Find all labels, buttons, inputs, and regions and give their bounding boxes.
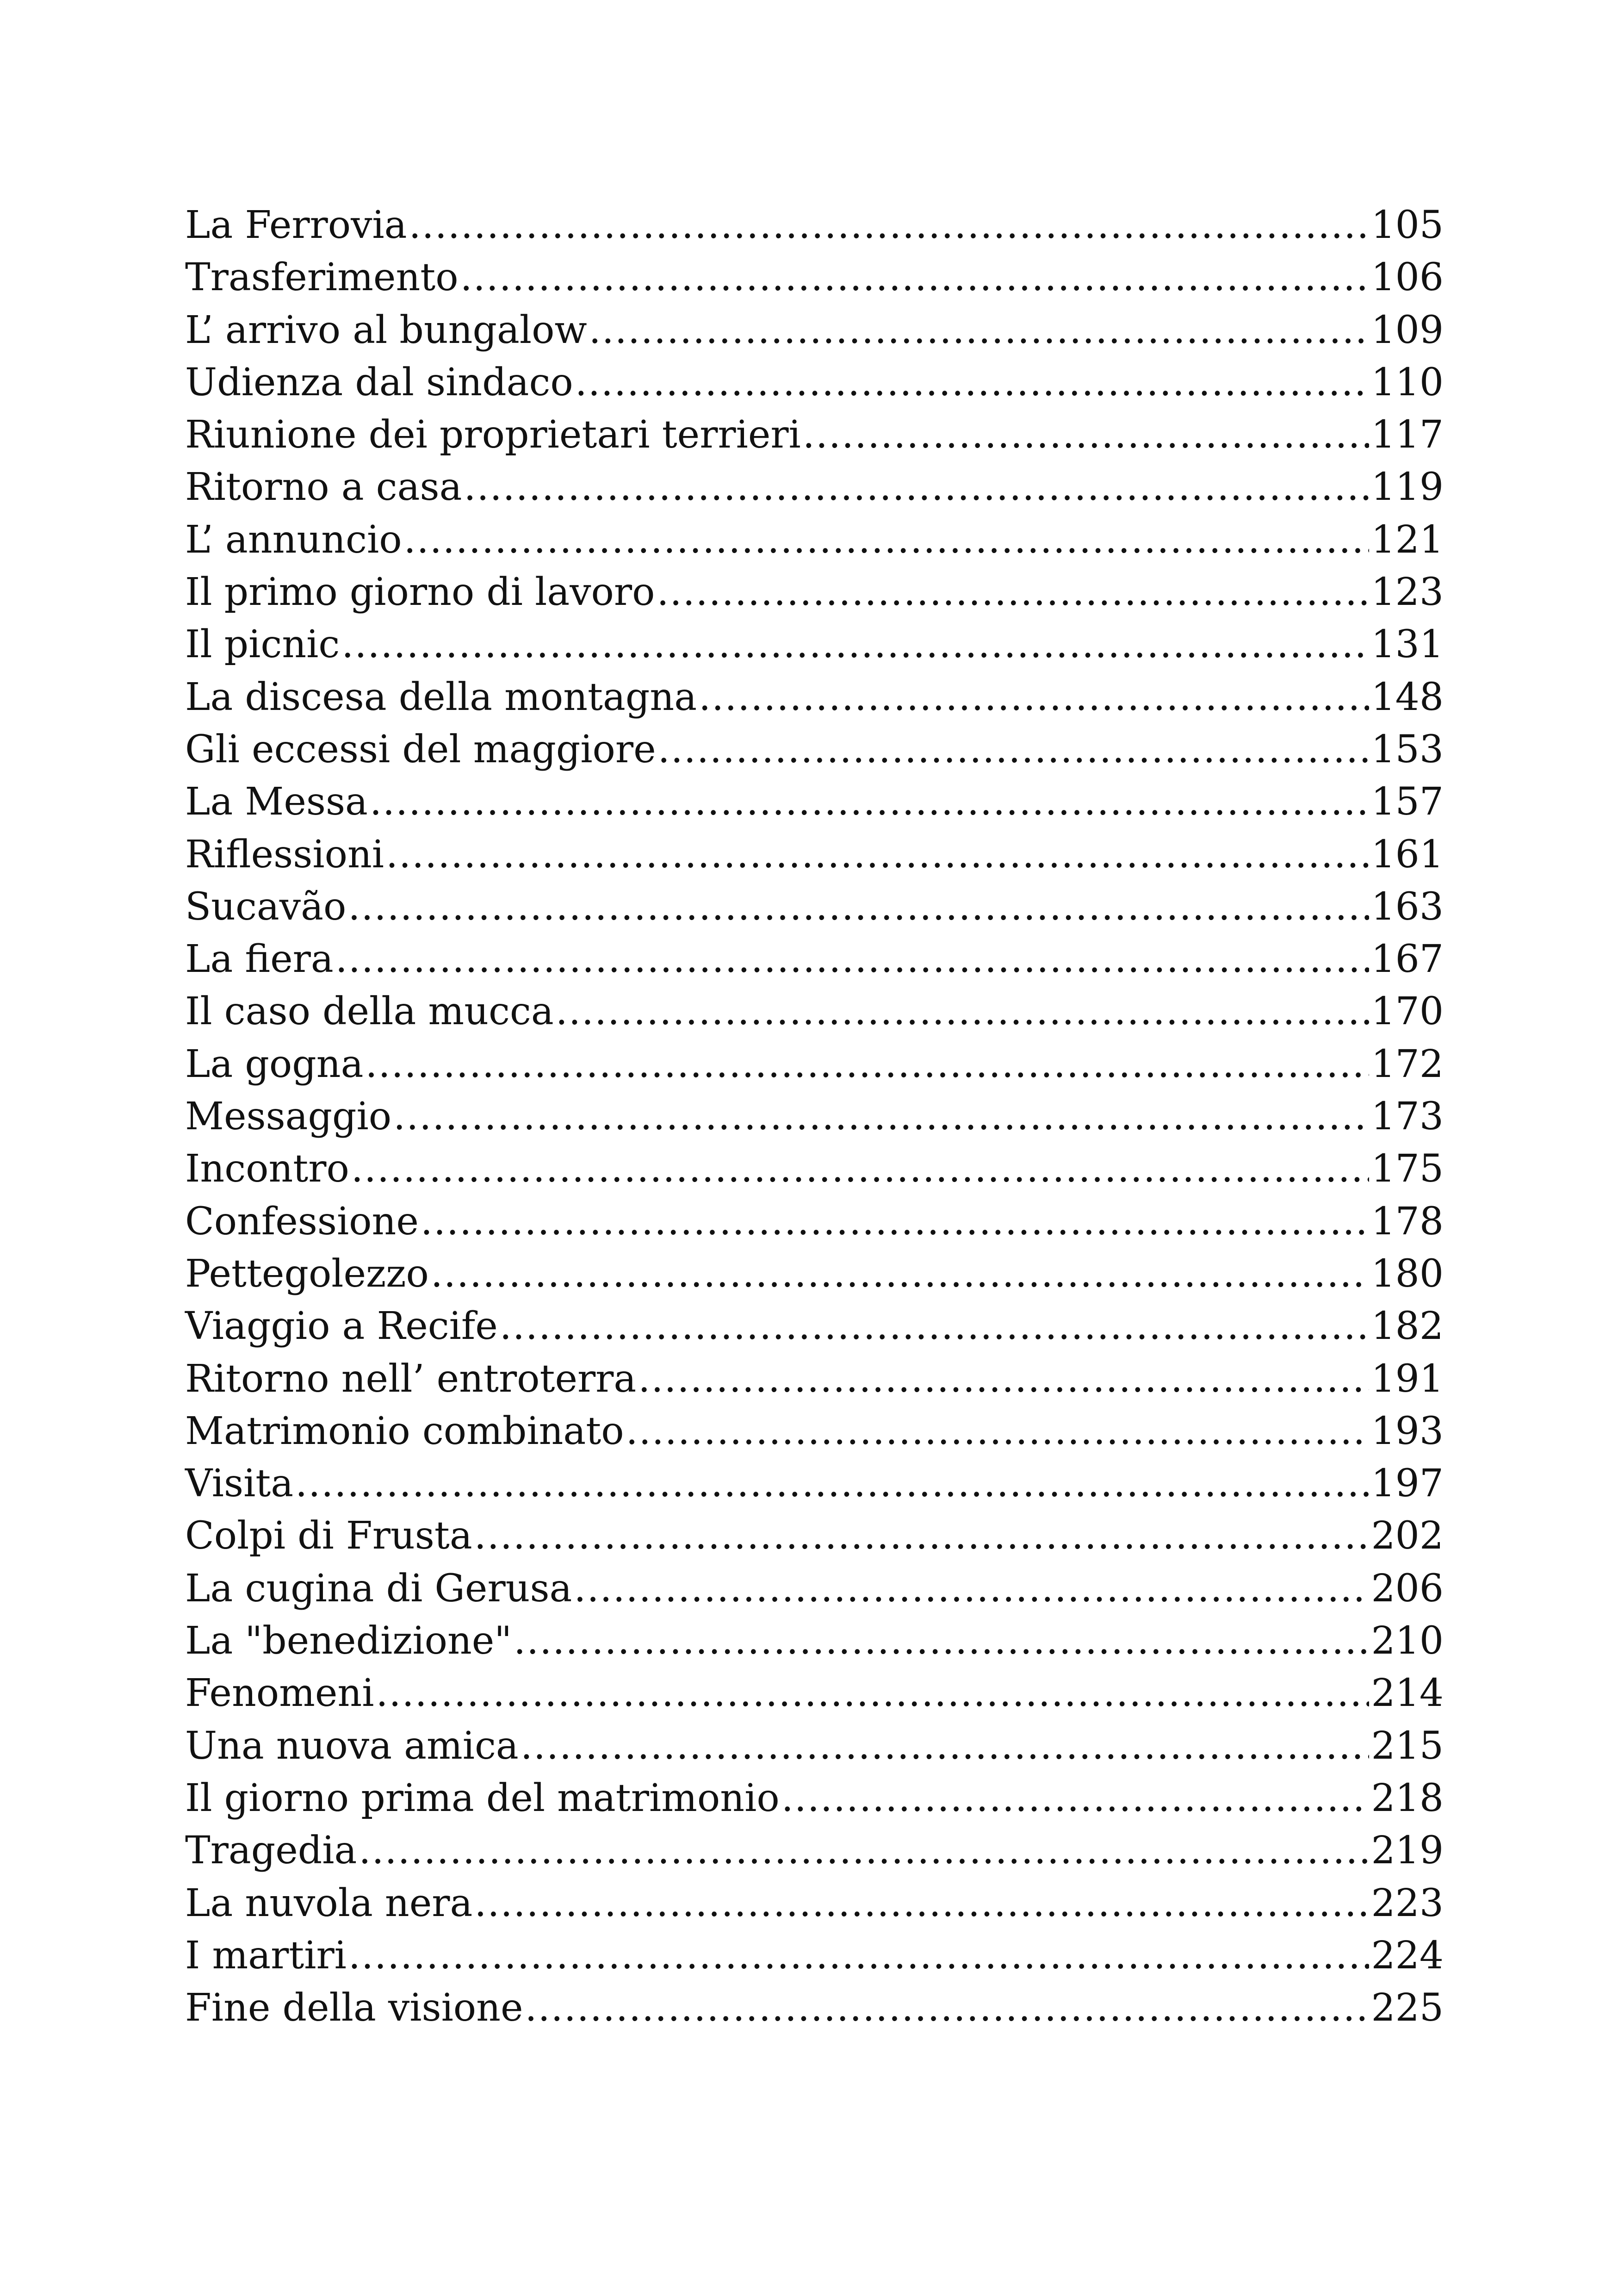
toc-entry-title: Il primo giorno di lavoro — [185, 570, 655, 615]
toc-entry-title: Tragedia — [185, 1829, 357, 1873]
toc-entry-title: L’ annuncio — [185, 517, 402, 562]
toc-entry-title: La Messa — [185, 780, 368, 824]
toc-entry-page-number: 157 — [1371, 780, 1444, 824]
toc-dot-leader — [341, 618, 1369, 671]
toc-entry-title: La Ferrovia — [185, 203, 407, 247]
toc-entry-page-number: 193 — [1371, 1409, 1444, 1453]
toc-entry-title: Matrimonio combinato — [185, 1409, 624, 1453]
toc-entry — [185, 1929, 1444, 1982]
toc-dot-leader — [351, 1143, 1370, 1195]
toc-entry-title: Il picnic — [185, 622, 340, 667]
toc-entry-page-number: 214 — [1371, 1671, 1444, 1716]
toc-dot-leader — [460, 251, 1370, 304]
toc-entry-page-number: 173 — [1371, 1095, 1444, 1139]
toc-dot-leader — [500, 1300, 1370, 1352]
toc-entry — [185, 776, 1444, 828]
toc-dot-leader — [386, 828, 1370, 881]
toc-entry-page-number: 180 — [1371, 1251, 1444, 1296]
toc-entry — [185, 566, 1444, 618]
toc-entry-page-number: 223 — [1371, 1881, 1444, 1925]
toc-dot-leader — [626, 1405, 1370, 1457]
toc-entry-page-number: 172 — [1371, 1042, 1444, 1086]
table-of-contents — [185, 199, 1444, 2034]
toc-entry — [185, 1457, 1444, 1510]
toc-entry-page-number: 148 — [1371, 675, 1444, 719]
toc-entry-title: Colpi di Frusta — [185, 1514, 472, 1558]
toc-dot-leader — [575, 356, 1370, 409]
toc-entry-title: La "benedizione" — [185, 1619, 512, 1663]
toc-entry-title: L’ arrivo al bungalow — [185, 308, 587, 352]
toc-entry — [185, 671, 1444, 723]
toc-entry-title: Incontro — [185, 1147, 349, 1191]
toc-entry — [185, 985, 1444, 1038]
toc-dot-leader — [525, 1982, 1370, 2034]
toc-entry — [185, 933, 1444, 985]
toc-entry — [185, 1824, 1444, 1877]
toc-entry-page-number: 119 — [1371, 465, 1444, 510]
toc-entry — [185, 1353, 1444, 1405]
toc-entry-page-number: 109 — [1371, 308, 1444, 352]
toc-entry — [185, 828, 1444, 881]
toc-entry-title: Viaggio a Recife — [185, 1304, 498, 1349]
toc-entry-title: Gli eccessi del maggiore — [185, 727, 656, 772]
toc-entry — [185, 1562, 1444, 1615]
toc-entry-title: Sucavão — [185, 884, 347, 929]
toc-dot-leader — [474, 1877, 1369, 1929]
toc-entry-page-number: 123 — [1371, 570, 1444, 615]
toc-entry-title: Confessione — [185, 1199, 419, 1244]
toc-entry-page-number: 224 — [1371, 1933, 1444, 1978]
toc-entry — [185, 1090, 1444, 1143]
toc-entry-title: Ritorno a casa — [185, 465, 462, 510]
toc-entry-page-number: 210 — [1371, 1619, 1444, 1663]
toc-entry — [185, 723, 1444, 776]
toc-entry — [185, 881, 1444, 933]
toc-entry-title: La discesa della montagna — [185, 675, 697, 719]
toc-entry-page-number: 219 — [1371, 1829, 1444, 1873]
toc-dot-leader — [409, 199, 1370, 251]
toc-dot-leader — [335, 933, 1370, 985]
toc-entry-title: Riflessioni — [185, 832, 384, 877]
toc-entry-page-number: 110 — [1371, 360, 1444, 404]
toc-entry-page-number: 131 — [1371, 622, 1444, 667]
toc-entry — [185, 251, 1444, 304]
toc-entry-page-number: 105 — [1371, 203, 1444, 247]
toc-entry-title: Fenomeni — [185, 1671, 374, 1716]
toc-entry-page-number: 197 — [1371, 1462, 1444, 1506]
toc-entry-page-number: 161 — [1371, 832, 1444, 877]
toc-dot-leader — [376, 1667, 1369, 1719]
toc-entry — [185, 1982, 1444, 2034]
toc-entry — [185, 1405, 1444, 1457]
toc-entry-title: Riunione dei proprietari terrieri — [185, 413, 801, 457]
toc-entry-page-number: 218 — [1371, 1776, 1444, 1820]
toc-entry-page-number: 202 — [1371, 1514, 1444, 1558]
toc-entry — [185, 514, 1444, 566]
toc-dot-leader — [638, 1353, 1369, 1405]
toc-dot-leader — [359, 1824, 1369, 1877]
toc-entry-title: Fine della visione — [185, 1986, 523, 2030]
toc-entry-page-number: 215 — [1371, 1724, 1444, 1768]
toc-dot-leader — [658, 723, 1370, 776]
toc-entry — [185, 304, 1444, 356]
toc-entry — [185, 1038, 1444, 1090]
toc-entry-page-number: 170 — [1371, 989, 1444, 1034]
toc-entry — [185, 1248, 1444, 1300]
toc-dot-leader — [521, 1720, 1370, 1772]
toc-dot-leader — [404, 514, 1370, 566]
toc-dot-leader — [657, 566, 1369, 618]
toc-dot-leader — [781, 1772, 1370, 1824]
toc-entry — [185, 1615, 1444, 1667]
toc-entry — [185, 1195, 1444, 1248]
toc-entry-page-number: 167 — [1371, 937, 1444, 982]
toc-entry-title: I martiri — [185, 1933, 347, 1978]
toc-entry — [185, 409, 1444, 461]
toc-dot-leader — [348, 881, 1369, 933]
toc-dot-leader — [365, 1038, 1369, 1090]
toc-dot-leader — [589, 304, 1370, 356]
toc-entry-page-number: 153 — [1371, 727, 1444, 772]
toc-entry-page-number: 175 — [1371, 1147, 1444, 1191]
toc-entry — [185, 618, 1444, 671]
toc-entry-page-number: 225 — [1371, 1986, 1444, 2030]
toc-entry — [185, 1143, 1444, 1195]
toc-entry-title: Messaggio — [185, 1095, 392, 1139]
toc-dot-leader — [699, 671, 1369, 723]
toc-entry — [185, 1877, 1444, 1929]
toc-entry — [185, 1300, 1444, 1352]
toc-entry-title: La fiera — [185, 937, 334, 982]
toc-entry — [185, 1510, 1444, 1562]
toc-entry-page-number: 106 — [1371, 255, 1444, 300]
toc-dot-leader — [464, 461, 1369, 513]
toc-entry — [185, 1772, 1444, 1824]
toc-entry — [185, 1667, 1444, 1719]
toc-dot-leader — [574, 1562, 1369, 1615]
toc-dot-leader — [370, 776, 1370, 828]
toc-dot-leader — [421, 1195, 1370, 1248]
toc-entry-title: La cugina di Gerusa — [185, 1566, 572, 1611]
toc-entry-title: Pettegolezzo — [185, 1251, 429, 1296]
toc-entry — [185, 1720, 1444, 1772]
toc-entry-title: Il giorno prima del matrimonio — [185, 1776, 780, 1820]
toc-dot-leader — [803, 409, 1370, 461]
toc-dot-leader — [295, 1457, 1369, 1510]
toc-entry-title: La gogna — [185, 1042, 364, 1086]
toc-entry-title: Una nuova amica — [185, 1724, 519, 1768]
toc-entry-title: Trasferimento — [185, 255, 459, 300]
toc-entry-title: Visita — [185, 1462, 294, 1506]
toc-dot-leader — [556, 985, 1370, 1038]
toc-entry-title: Ritorno nell’ entroterra — [185, 1356, 637, 1401]
toc-entry-page-number: 121 — [1371, 517, 1444, 562]
toc-entry-page-number: 191 — [1371, 1356, 1444, 1401]
toc-dot-leader — [474, 1510, 1370, 1562]
toc-dot-leader — [393, 1090, 1369, 1143]
toc-dot-leader — [431, 1248, 1370, 1300]
toc-entry — [185, 199, 1444, 251]
toc-entry-page-number: 178 — [1371, 1199, 1444, 1244]
toc-entry — [185, 356, 1444, 409]
toc-entry — [185, 461, 1444, 513]
toc-entry-title: Udienza dal sindaco — [185, 360, 573, 404]
toc-entry-page-number: 206 — [1371, 1566, 1444, 1611]
toc-entry-page-number: 117 — [1371, 413, 1444, 457]
toc-entry-title: La nuvola nera — [185, 1881, 473, 1925]
toc-entry-page-number: 182 — [1371, 1304, 1444, 1349]
toc-dot-leader — [514, 1615, 1369, 1667]
toc-entry-title: Il caso della mucca — [185, 989, 554, 1034]
toc-entry-page-number: 163 — [1371, 884, 1444, 929]
toc-dot-leader — [348, 1929, 1370, 1982]
